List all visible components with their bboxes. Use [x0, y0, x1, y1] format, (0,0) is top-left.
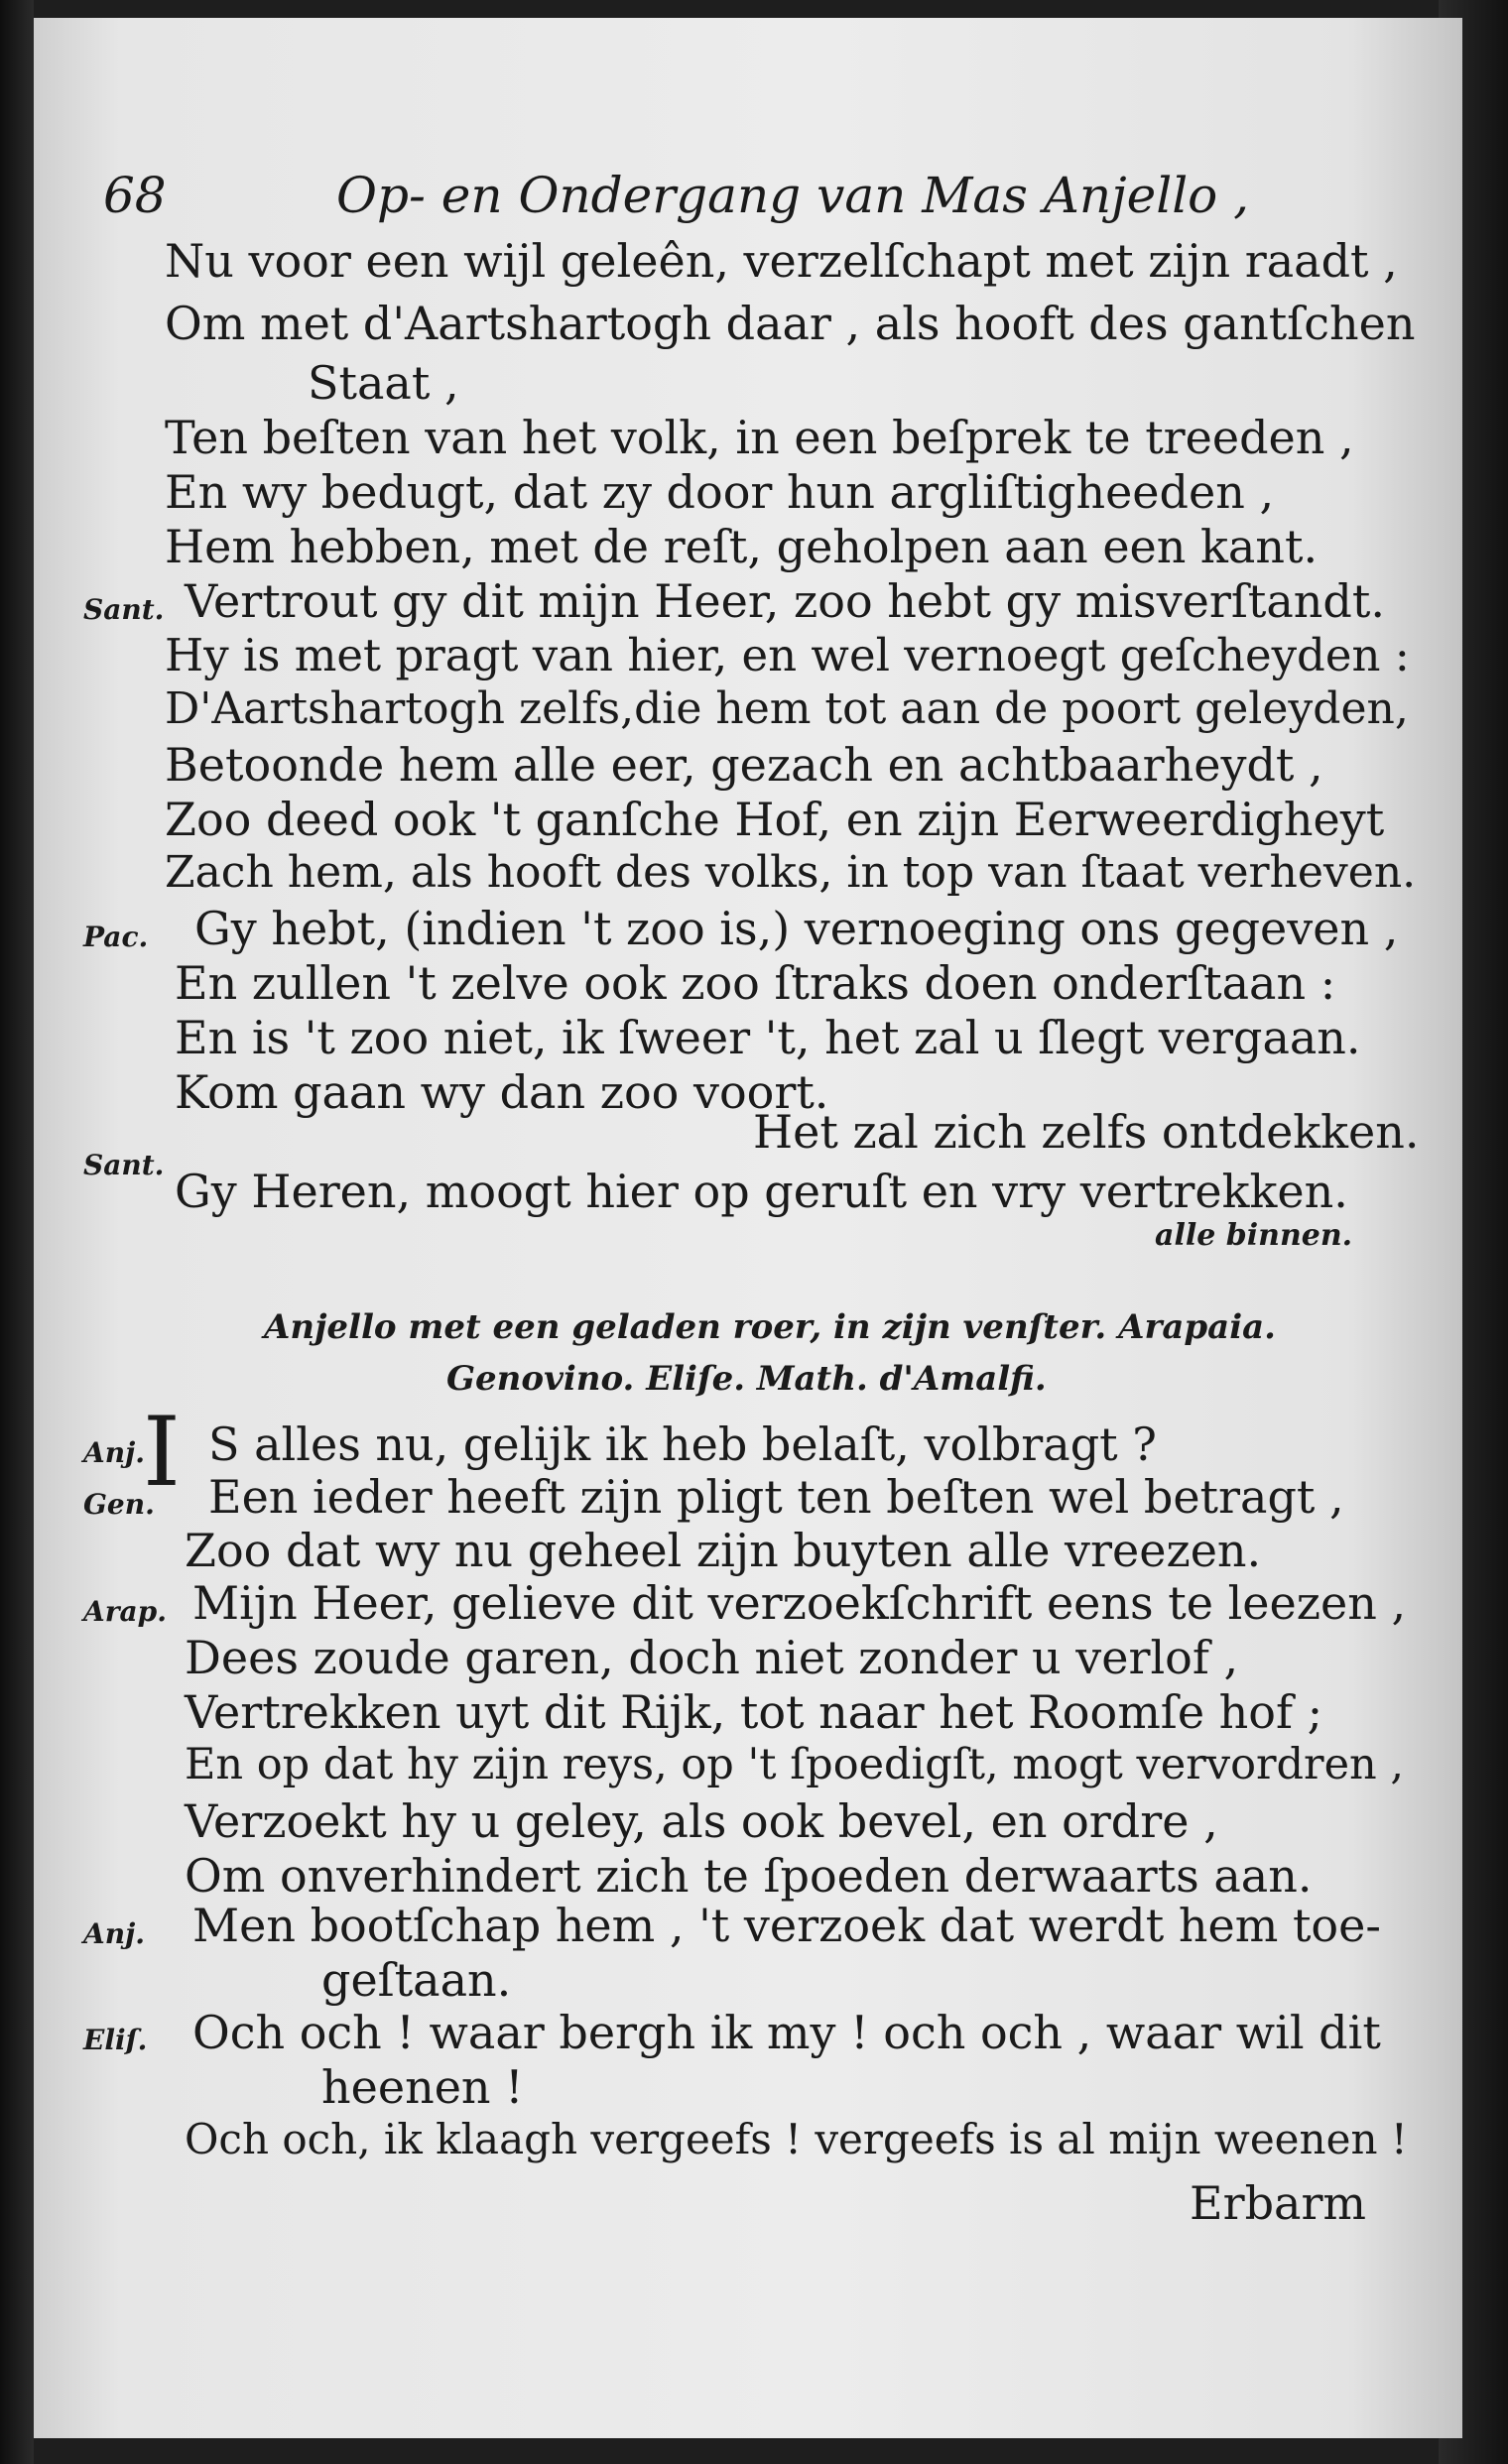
verse-line: S alles nu, gelijk ik heb belaſt, volbragt ? [208, 1417, 1157, 1471]
stage-direction-line: Genovino. Eliſe. Math. d'Amalfi. [446, 1359, 1047, 1399]
verse-line: En wy bedugt, dat zy door hun argliſtigheeden , [165, 465, 1275, 519]
speaker-label: Sant. [83, 593, 165, 626]
book-gutter-edge [0, 0, 34, 2464]
verse-line: Men bootſchap hem , 't verzoek dat werdt hem toe- [192, 1899, 1381, 1952]
verse-line: Om met d'Aartshartogh daar , als hooft des gantſchen [165, 297, 1416, 350]
verse-line: En is 't zoo niet, ik ſweer 't, het zal u ſlegt vergaan. [175, 1011, 1361, 1064]
speaker-label: Pac. [83, 921, 149, 953]
verse-line: Gy Heren, moogt hier op geruſt en vry vertrekken. [175, 1165, 1348, 1218]
verse-line: Kom gaan wy dan zoo voort. [175, 1065, 829, 1119]
verse-line: Zoo deed ook 't ganſche Hof, en zijn Eerweerdigheyt [165, 793, 1385, 846]
speaker-label: Anj. [83, 1917, 145, 1950]
verse-line: Het zal zich zelfs ontdekken. [753, 1105, 1420, 1159]
verse-line: Om onverhindert zich te ſpoeden derwaarts aan. [185, 1849, 1313, 1903]
verse-line: geſtaan. [321, 1953, 512, 2007]
stage-direction-line: Anjello met een geladen roer, in zijn venſter. Arapaia. [264, 1307, 1276, 1347]
verse-line: Staat , [308, 356, 459, 410]
verse-line: Dees zoude garen, doch niet zonder u verlof , [185, 1631, 1239, 1684]
speaker-label: Arap. [83, 1595, 167, 1628]
verse-line: D'Aartshartogh zelfs,die hem tot aan de poort geleyden, [165, 683, 1409, 734]
verse-line: Mijn Heer, gelieve dit verzoekſchrift eens te leezen , [192, 1576, 1407, 1630]
verse-line: Och och, ik klaagh vergeefs ! vergeefs is al mijn weenen ! [185, 2115, 1408, 2163]
verse-line: En op dat hy zijn reys, op 't ſpoedigſt, mogt vervordren , [185, 1740, 1405, 1789]
exit-direction: alle binnen. [1155, 1218, 1353, 1253]
running-title: Op- en Ondergang van Mas Anjello , [336, 167, 1250, 224]
book-page [34, 18, 1462, 2438]
verse-line: Nu voor een wijl geleên, verzelſchapt met zijn raadt , [165, 234, 1398, 288]
catchword: Erbarm [1190, 2176, 1367, 2230]
verse-line: Vertrekken uyt dit Rijk, tot naar het Roomſe hof ; [185, 1685, 1323, 1739]
speaker-label: Sant. [83, 1149, 165, 1181]
verse-line: Vertrout gy dit mijn Heer, zoo hebt gy misverſtandt. [185, 574, 1385, 628]
speaker-label: Gen. [83, 1488, 155, 1521]
verse-line: Verzoekt hy u geley, als ook bevel, en ordre , [185, 1794, 1218, 1848]
verse-line: Hem hebben, met de reſt, geholpen aan een kant. [165, 520, 1319, 573]
speaker-label: Eliſ. [83, 2024, 148, 2056]
verse-line: Ten beſten van het volk, in een beſprek te treeden , [165, 411, 1354, 464]
verse-line: En zullen 't zelve ook zoo ſtraks doen onderſtaan : [175, 956, 1336, 1010]
drop-cap: I [143, 1397, 181, 1508]
speaker-label: Anj. [83, 1436, 145, 1469]
page-number: 68 [103, 167, 167, 224]
verse-line: Betoonde hem alle eer, gezach en achtbaarheydt , [165, 738, 1323, 792]
verse-line: Hy is met pragt van hier, en wel vernoegt geſcheyden : [165, 629, 1410, 681]
verse-line: Een ieder heeft zijn pligt ten beſten wel betragt , [208, 1470, 1344, 1524]
verse-line: heenen ! [321, 2060, 524, 2114]
verse-line: Gy hebt, (indien 't zoo is,) vernoeging ons gegeven , [194, 902, 1399, 955]
verse-line: Och och ! waar bergh ik my ! och och , waar wil dit [192, 2006, 1381, 2059]
verse-line: Zach hem, als hooft des volks, in top van ſtaat verheven. [165, 847, 1417, 898]
verse-line: Zoo dat wy nu geheel zijn buyten alle vreezen. [185, 1524, 1262, 1577]
page-header [103, 167, 1250, 226]
